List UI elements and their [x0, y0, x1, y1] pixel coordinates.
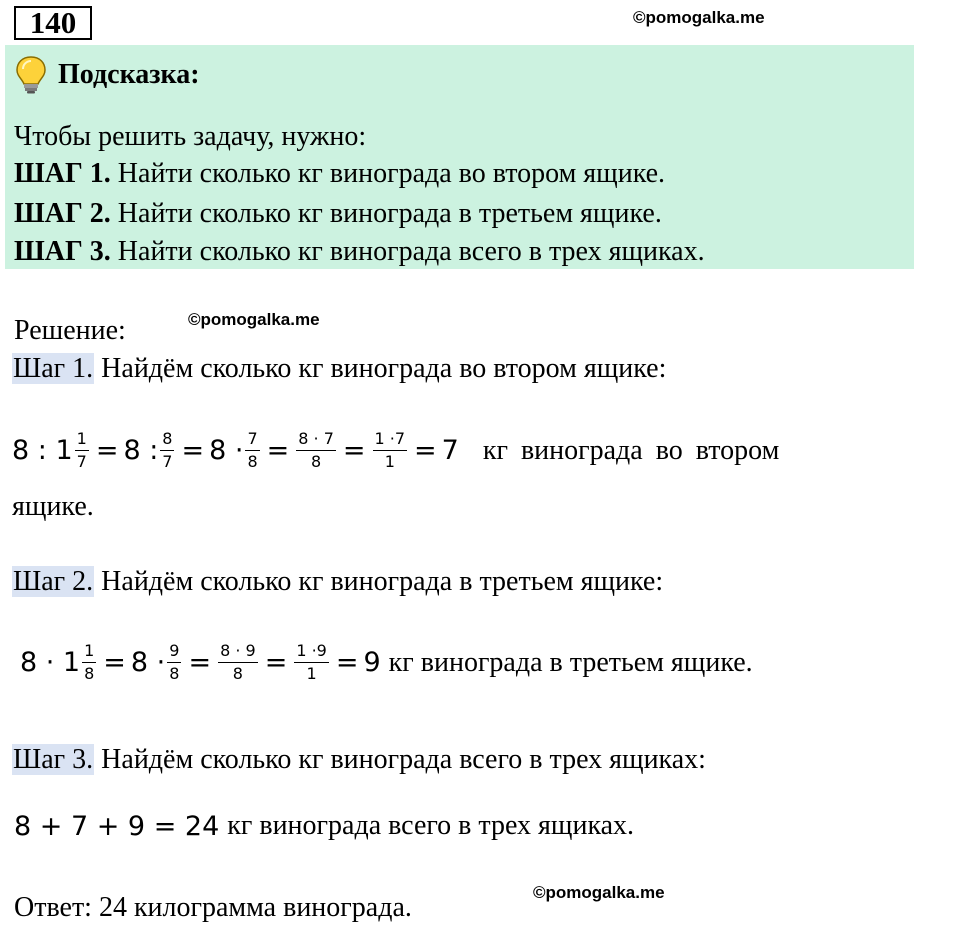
eq-term: 8 ·: [209, 435, 244, 467]
eq-term: 8 ·: [130, 647, 166, 679]
problem-number: 140: [14, 6, 92, 40]
eq-term: 8 :: [123, 435, 159, 467]
fraction: $\frac{9}{8}$: [169, 641, 180, 684]
fraction: $\frac{1 \cdot 9}{1}$: [296, 641, 327, 684]
step-text: Найдём сколько кг винограда в третьем ящике:: [101, 566, 664, 597]
fraction: $\frac{1 \cdot 7}{1}$: [374, 429, 406, 472]
step-2-heading: [12, 566, 663, 598]
step-label: Шаг 3.: [13, 744, 94, 775]
step-text: Найдём сколько кг винограда во втором ящике:: [101, 353, 667, 384]
hint-title: Подсказка:: [58, 59, 200, 90]
step-text: Найдём сколько кг винограда всего в трех ящиках:: [101, 744, 706, 775]
eq-expr: 8 + 7 + 9 = 24: [14, 810, 220, 842]
eq-tail: кг винограда в третьем ящике.: [388, 646, 753, 678]
fraction: $\frac{8}{7}$: [162, 429, 173, 472]
step-1-equation: 8 : 1 $\frac{1}{7}$ = 8 : $\frac{8}{7}$ = 8 · $\frac{7}{8}$ = $\frac{8 \cdot 7}{8}$ = $\frac{1 \cdot 7}{1}$ = 7 кг винограда во втором: [12, 429, 780, 472]
watermark: ©pomogalka.me: [533, 883, 665, 902]
eq-result: 9: [363, 647, 381, 679]
hint-step-label: ШАГ 3.: [14, 236, 111, 267]
step-label: Шаг 1.: [13, 353, 94, 384]
fraction: $\frac{8 \cdot 7}{8}$: [298, 429, 334, 472]
eq-term: 8 : 1: [12, 435, 73, 467]
step-3-equation: [14, 810, 634, 842]
hint-step-1: [14, 158, 665, 190]
watermark: ©pomogalka.me: [633, 8, 765, 27]
lightbulb-icon: [14, 55, 48, 95]
eq-result: 7: [441, 435, 459, 467]
hint-step-3: [14, 236, 705, 268]
step-2-equation: 8 · 1 $\frac{1}{8}$ = 8 · $\frac{9}{8}$ = $\frac{8 \cdot 9}{8}$ = $\frac{1 \cdot 9}{1}$ = 9 кг винограда в третьем ящике.: [20, 641, 753, 684]
hint-step-text: Найти сколько кг винограда всего в трех ящиках.: [117, 236, 705, 267]
step-3-heading: [12, 744, 706, 776]
fraction: $\frac{8 \cdot 9}{8}$: [220, 641, 256, 684]
eq-tail: кг винограда всего в трех ящиках.: [227, 810, 635, 841]
fraction: $\frac{1}{7}$: [76, 429, 87, 472]
hint-step-text: Найти сколько кг винограда в третьем ящике.: [117, 198, 662, 229]
step-1-tail: ящике.: [12, 491, 94, 522]
hint-intro: Чтобы решить задачу, нужно:: [14, 121, 367, 152]
hint-step-text: Найти сколько кг винограда во втором ящике.: [117, 158, 666, 189]
watermark: ©pomogalka.me: [188, 310, 320, 329]
hint-step-2: [14, 198, 662, 230]
hint-header: [14, 55, 200, 95]
step-label: Шаг 2.: [13, 566, 94, 597]
eq-term: 8 · 1: [20, 647, 81, 679]
answer: Ответ: 24 килограмма винограда.: [14, 892, 412, 923]
hint-step-label: ШАГ 2.: [14, 198, 111, 229]
fraction: $\frac{1}{8}$: [84, 641, 95, 684]
hint-step-label: ШАГ 1.: [14, 158, 111, 189]
step-1-heading: [12, 353, 666, 385]
solution-label: Решение:: [14, 315, 126, 346]
eq-tail: кг винограда во втором: [482, 434, 780, 466]
fraction: $\frac{7}{8}$: [247, 429, 258, 472]
